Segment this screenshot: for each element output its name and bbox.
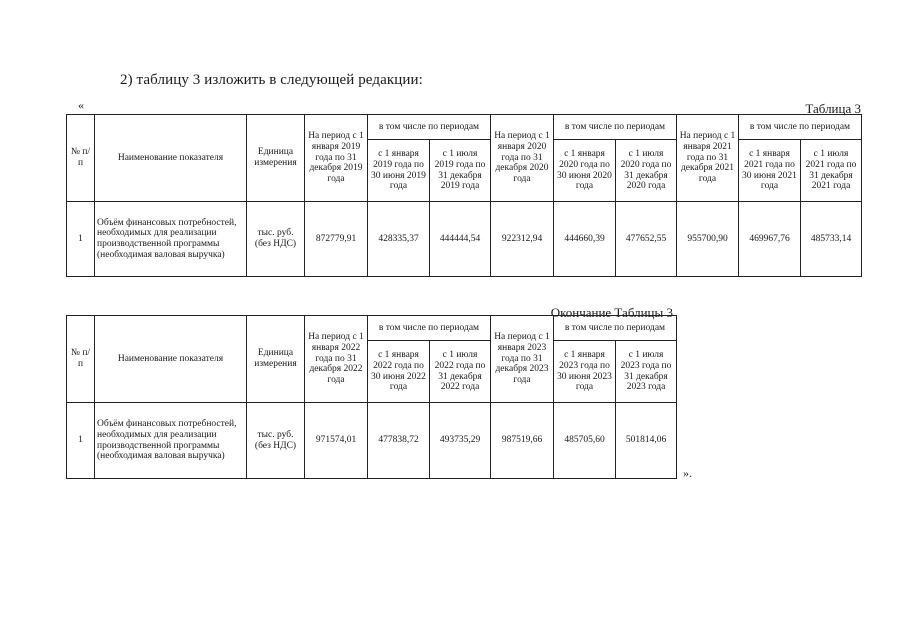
value-2023: 987519,66 — [491, 403, 554, 479]
header-period-2021: На период с 1 января 2021 года по 31 декабря 2021 года — [677, 115, 739, 202]
header-h2-2022: с 1 июля 2022 года по 31 декабря 2022 года — [430, 341, 491, 403]
table1-caption: Таблица 3 — [805, 101, 861, 116]
header-h2-2023: с 1 июля 2023 года по 31 декабря 2023 года — [616, 341, 677, 403]
row-unit: тыс. руб. (без НДС) — [247, 403, 305, 479]
table-3 — [66, 114, 862, 277]
value-h1-2021: 469967,76 — [739, 202, 801, 277]
value-h1-2022: 477838,72 — [368, 403, 430, 479]
value-h1-2023: 485705,60 — [554, 403, 616, 479]
row-name: Объём финансовых потребностей, необходимых для реализации производственной программы (необходимая валовая выручка) — [95, 202, 247, 277]
header-name: Наименование показателя — [95, 115, 247, 202]
value-h2-2023: 501814,06 — [616, 403, 677, 479]
header-num: № п/п — [67, 115, 95, 202]
header-name: Наименование показателя — [95, 316, 247, 403]
header-h1-2021: с 1 января 2021 года по 30 июня 2021 года — [739, 140, 801, 202]
header-h1-2022: с 1 января 2022 года по 30 июня 2022 года — [368, 341, 430, 403]
value-h2-2022: 493735,29 — [430, 403, 491, 479]
table-3-end — [66, 315, 677, 479]
header-h1-2019: с 1 января 2019 года по 30 июня 2019 года — [368, 140, 430, 202]
value-h2-2019: 444444,54 — [430, 202, 491, 277]
value-h1-2020: 444660,39 — [554, 202, 616, 277]
header-period-2020: На период с 1 января 2020 года по 31 декабря 2020 года — [491, 115, 554, 202]
header-h1-2023: с 1 января 2023 года по 30 июня 2023 года — [554, 341, 616, 403]
closing-quote: ». — [683, 466, 692, 480]
header-subperiods-2019: в том числе по периодам — [368, 115, 491, 140]
value-h2-2020: 477652,55 — [616, 202, 677, 277]
header-unit: Единица измерения — [247, 316, 305, 403]
header-h2-2019: с 1 июля 2019 года по 31 декабря 2019 года — [430, 140, 491, 202]
table-row — [67, 403, 677, 479]
header-subperiods-2023: в том числе по периодам — [554, 316, 677, 341]
value-h1-2019: 428335,37 — [368, 202, 430, 277]
row-num: 1 — [67, 403, 95, 479]
value-2020: 922312,94 — [491, 202, 554, 277]
header-h2-2020: с 1 июля 2020 года по 31 декабря 2020 года — [616, 140, 677, 202]
row-name: Объём финансовых потребностей, необходимых для реализации производственной программы (необходимая валовая выручка) — [95, 403, 247, 479]
header-subperiods-2021: в том числе по периодам — [739, 115, 862, 140]
header-unit: Единица измерения — [247, 115, 305, 202]
header-num: № п/п — [67, 316, 95, 403]
header-subperiods-2020: в том числе по периодам — [554, 115, 677, 140]
header-period-2023: На период с 1 января 2023 года по 31 декабря 2023 года — [491, 316, 554, 403]
table-row — [67, 202, 862, 277]
opening-quote: « — [78, 98, 84, 112]
header-period-2022: На период с 1 января 2022 года по 31 декабря 2022 года — [305, 316, 368, 403]
value-h2-2021: 485733,14 — [801, 202, 862, 277]
header-period-2019: На период с 1 января 2019 года по 31 декабря 2019 года — [305, 115, 368, 202]
intro-text: 2) таблицу 3 изложить в следующей редакции: — [120, 72, 423, 88]
table2-caption: Окончание Таблицы 3 — [550, 305, 673, 320]
row-num: 1 — [67, 202, 95, 277]
header-h2-2021: с 1 июля 2021 года по 31 декабря 2021 года — [801, 140, 862, 202]
value-2022: 971574,01 — [305, 403, 368, 479]
value-2019: 872779,91 — [305, 202, 368, 277]
value-2021: 955700,90 — [677, 202, 739, 277]
row-unit: тыс. руб. (без НДС) — [247, 202, 305, 277]
header-h1-2020: с 1 января 2020 года по 30 июня 2020 года — [554, 140, 616, 202]
header-subperiods-2022: в том числе по периодам — [368, 316, 491, 341]
